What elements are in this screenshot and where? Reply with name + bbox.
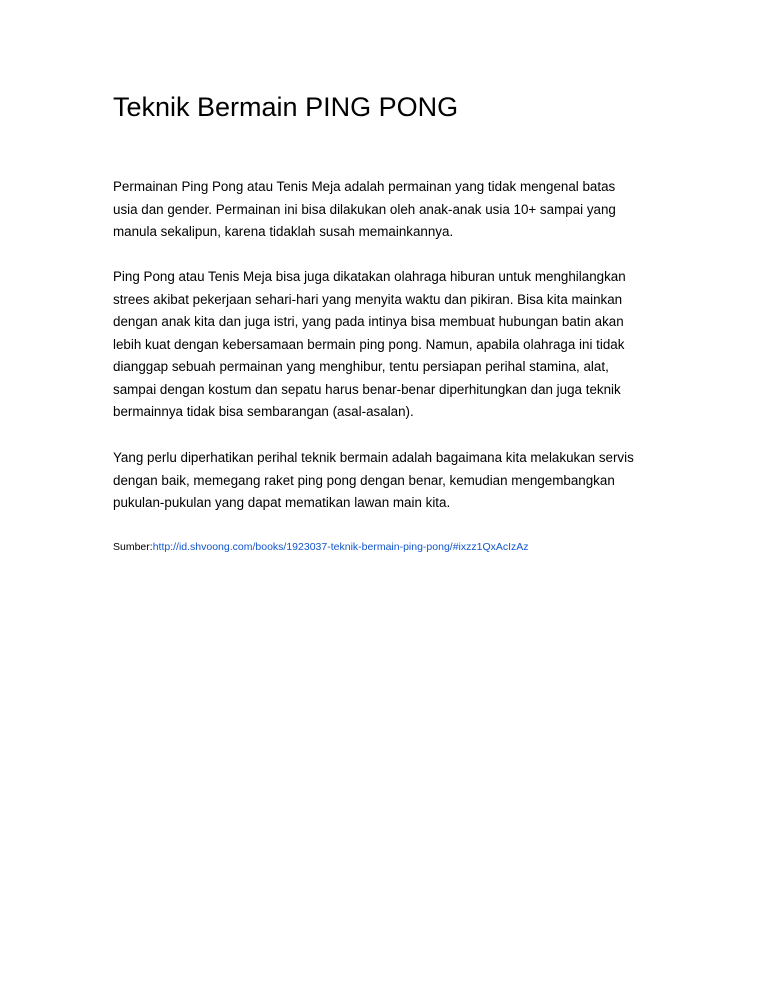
- document-title: Teknik Bermain PING PONG: [113, 92, 459, 122]
- paragraph-2: [113, 266, 658, 424]
- paragraph-line: usia dan gender. Permainan ini bisa dilakukan oleh anak-anak usia 10+ sampai yang: [113, 201, 616, 217]
- paragraph-line: dianggap sebuah permainan yang menghibur, tentu persiapan perihal stamina, alat,: [113, 359, 609, 374]
- paragraph-1: [113, 176, 658, 244]
- paragraph-line: sampai dengan kostum dan sepatu harus benar-benar diperhitungkan dan juga teknik: [113, 381, 621, 397]
- paragraph-3: [113, 447, 658, 515]
- source-citation: [113, 540, 529, 554]
- paragraph-line: strees akibat pekerjaan sehari-hari yang menyita waktu dan pikiran. Bisa kita mainkan: [113, 291, 623, 307]
- paragraph-line: bermainnya tidak bisa sembarangan (asal-asalan).: [113, 404, 414, 419]
- source-label: Sumber:: [113, 541, 153, 553]
- paragraph-line: manula sekalipun, karena tidaklah susah memainkannya.: [113, 224, 454, 239]
- paragraph-line: pukulan-pukulan yang dapat mematikan lawan main kita.: [113, 495, 451, 510]
- paragraph-line: lebih kuat dengan kebersamaan bermain ping pong. Namun, apabila olahraga ini tidak: [113, 336, 625, 352]
- paragraph-line: dengan baik, memegang raket ping pong dengan benar, kemudian mengembangkan: [113, 472, 615, 488]
- paragraph-line: Permainan Ping Pong atau Tenis Meja adalah permainan yang tidak mengenal batas: [113, 179, 616, 194]
- paragraph-line: dengan anak kita dan juga istri, yang pada intinya bisa membuat hubungan batin akan: [113, 314, 624, 329]
- paragraph-line: Yang perlu diperhatikan perihal teknik bermain adalah bagaimana kita melakukan servis: [113, 450, 634, 465]
- source-link[interactable]: http://id.shvoong.com/books/1923037-teknik-bermain-ping-pong/#ixzz1QxAcIzAz: [152, 541, 529, 553]
- paragraph-line: Ping Pong atau Tenis Meja bisa juga dikatakan olahraga hiburan untuk menghilangkan: [113, 269, 626, 284]
